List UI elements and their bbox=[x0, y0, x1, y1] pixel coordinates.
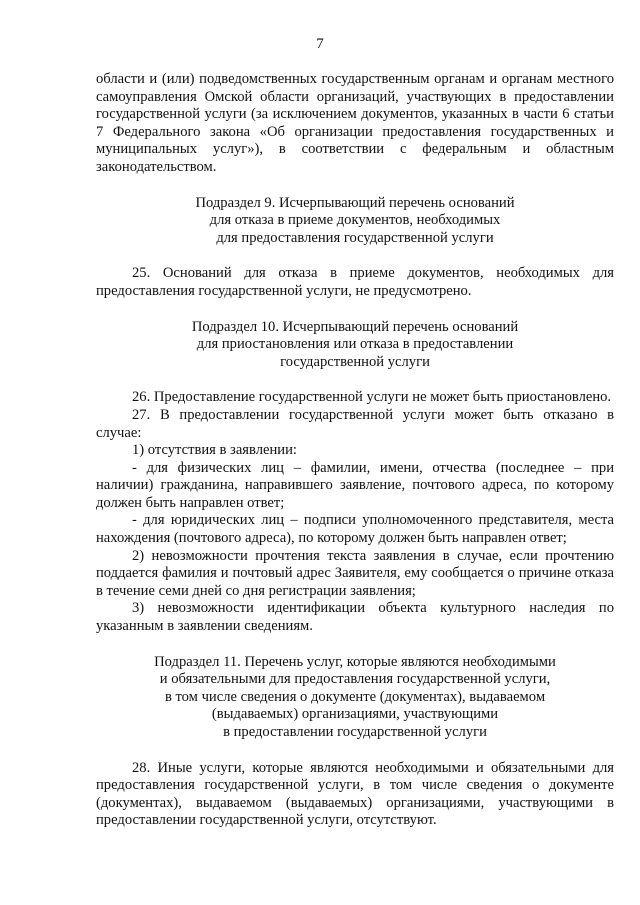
document-body bbox=[96, 71, 614, 830]
page-number: 7 bbox=[316, 36, 324, 52]
heading-line: для отказа в приеме документов, необходимых bbox=[209, 212, 501, 229]
paragraph-25: 25. Оснований для отказа в приеме документов, необходимых для предоставления государственной услуги, не предусмотрено. bbox=[96, 265, 614, 299]
subsection-9-heading bbox=[96, 195, 614, 248]
heading-line: и обязательными для предоставления государственной услуги, bbox=[159, 671, 551, 688]
subsection-11-heading bbox=[96, 654, 614, 742]
list-subitem-individuals: - для физических лиц – фамилии, имени, отчества (последнее – при наличии) гражданина, направившего заявление, почтового адреса, по которому должен быть направлен ответ; bbox=[96, 459, 614, 511]
heading-line: для приостановления или отказа в предоставлении bbox=[196, 336, 514, 353]
paragraph-28: 28. Иные услуги, которые являются необходимыми и обязательными для предоставления государственной услуги, в том числе сведения о документе (документах), выдаваемом (выдаваемых) организациями, участвующими в предоставлении государственной услуги, отсутствуют. bbox=[96, 759, 614, 829]
list-item-1: 1) отсутствия в заявлении: bbox=[132, 442, 297, 459]
heading-line: (выдаваемых) организациями, участвующими bbox=[211, 706, 499, 723]
paragraph-26: 26. Предоставление государственной услуги не может быть приостановлено. bbox=[132, 389, 612, 406]
heading-line: государственной услуги bbox=[280, 353, 430, 370]
list-item-3: 3) невозможности идентификации объекта культурного наследия по указанным в заявлении сведениям. bbox=[96, 600, 614, 635]
heading-line: для предоставления государственной услуги bbox=[216, 229, 494, 246]
paragraph-continuation: области и (или) подведомственных государственным органам и органам местного самоуправления Омской области организаций, участвующих в предоставлении государственной услуги (за исключением документов, указанных в части 6 статьи 7 Федерального закона «Об организации предоставления государственных и муниципальных услуг»), в соответствии с федеральным и областным законодательством. bbox=[96, 71, 614, 175]
heading-line: в том числе сведения о документе (документах), выдаваемом bbox=[164, 688, 546, 705]
heading-line: Подраздел 10. Исчерпывающий перечень оснований bbox=[191, 318, 519, 335]
paragraph-27: 27. В предоставлении государственной услуги может быть отказано в случае: bbox=[96, 406, 614, 441]
list-item-2: 2) невозможности прочтения текста заявления в случае, если прочтению поддается фамилия и почтовый адрес Заявителя, ему сообщается о причине отказа в течение семи дней со дня регистрации заявления; bbox=[96, 547, 614, 599]
heading-line: Подраздел 9. Исчерпывающий перечень оснований bbox=[195, 194, 515, 211]
list-subitem-legal-entities: - для юридических лиц – подписи уполномоченного представителя, места нахождения (почтового адреса), по которому должен быть направлен ответ; bbox=[96, 512, 614, 547]
heading-line: Подраздел 11. Перечень услуг, которые являются необходимыми bbox=[154, 653, 556, 670]
subsection-10-heading bbox=[96, 319, 614, 372]
heading-line: в предоставлении государственной услуги bbox=[223, 724, 487, 740]
